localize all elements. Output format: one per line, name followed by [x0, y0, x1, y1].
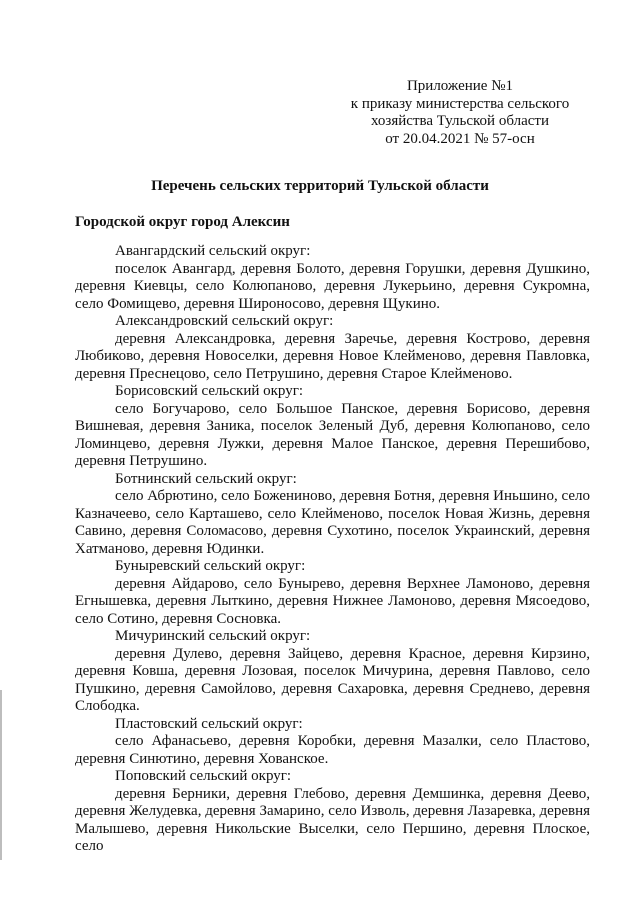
order-reference: к приказу министерства сельского: [350, 95, 570, 112]
okrug-villages: деревня Айдарово, село Бунырево, деревня Верхнее Ламоново, деревня Егнышевка, деревня Лыткино, деревня Нижнее Ламоново, деревня Мясоедово, село Сотино, деревня Сосновка.: [75, 575, 590, 627]
document-title: Перечень сельских территорий Тульской области: [151, 178, 489, 194]
appendix-header: [330, 78, 590, 148]
okrug-list: [75, 243, 590, 856]
okrug-villages: село Абрютино, село Божениново, деревня Ботня, деревня Иньшино, село Казначеево, село Карташево, село Клейменово, поселок Новая Жизнь, деревня Савино, деревня Соломасово, деревня Сухотино, поселок Украинский, деревня Хатманово, деревня Юдинки.: [75, 488, 590, 557]
order-date-number: от 20.04.2021 № 57-осн: [385, 130, 535, 147]
okrug-villages: деревня Берники, деревня Глебово, деревня Демшинка, деревня Деево, деревня Желудевка, деревня Замарино, село Изволь, деревня Лазаревка, деревня Малышево, деревня Никольские Выселки, село Першино, деревня Плоское, село: [75, 785, 590, 854]
okrug-name: Борисовский сельский округ:: [115, 383, 304, 399]
scan-edge: [0, 690, 2, 860]
okrug-villages: деревня Дулево, деревня Зайцево, деревня Красное, деревня Кирзино, деревня Ковша, деревня Лозовая, поселок Мичурина, деревня Павлово, село Пушкино, деревня Самойлово, деревня Сахаровка, деревня Среднево, деревня Слободка.: [75, 645, 590, 714]
urban-district-heading: Городской округ город Алексин: [75, 214, 290, 230]
okrug-name: Александровский сельский округ:: [115, 313, 334, 329]
okrug-name: Поповский сельский округ:: [115, 768, 292, 784]
okrug-villages: село Богучарово, село Большое Панское, деревня Борисово, деревня Вишневая, деревня Заникa, поселок Зеленый Дуб, деревня Колюпаново, село Ломинцево, деревня Лужки, деревня Малое Панское, деревня Перешибово, деревня Петрушино.: [75, 400, 590, 469]
okrug-name: Авангардский сельский округ:: [115, 243, 311, 259]
okrug-villages: поселок Авангард, деревня Болото, деревня Горушки, деревня Душкино, деревня Киевцы, село Колюпаново, деревня Лукерьино, деревня Сукромна, село Фомищево, деревня Широносово, деревня Щукино.: [75, 260, 590, 312]
okrug-name: Буныревский сельский округ:: [115, 558, 306, 574]
okrug-villages: село Афанасьево, деревня Коробки, деревня Мазалки, село Пластово, деревня Синютино, деревня Хованское.: [75, 733, 590, 767]
appendix-number: Приложение №1: [406, 78, 514, 94]
okrug-name: Мичуринский сельский округ:: [115, 628, 311, 644]
okrug-villages: деревня Александровка, деревня Заречье, деревня Кострово, деревня Любиково, деревня Новоселки, деревня Новое Клейменово, деревня Павловка, деревня Преснецово, село Петрушино, деревня Старое Клейменово.: [75, 330, 590, 382]
ministry-name: хозяйства Тульской области: [371, 113, 549, 129]
okrug-name: Ботнинский сельский округ:: [115, 470, 297, 487]
okrug-name: Пластовский сельский округ:: [115, 715, 303, 732]
